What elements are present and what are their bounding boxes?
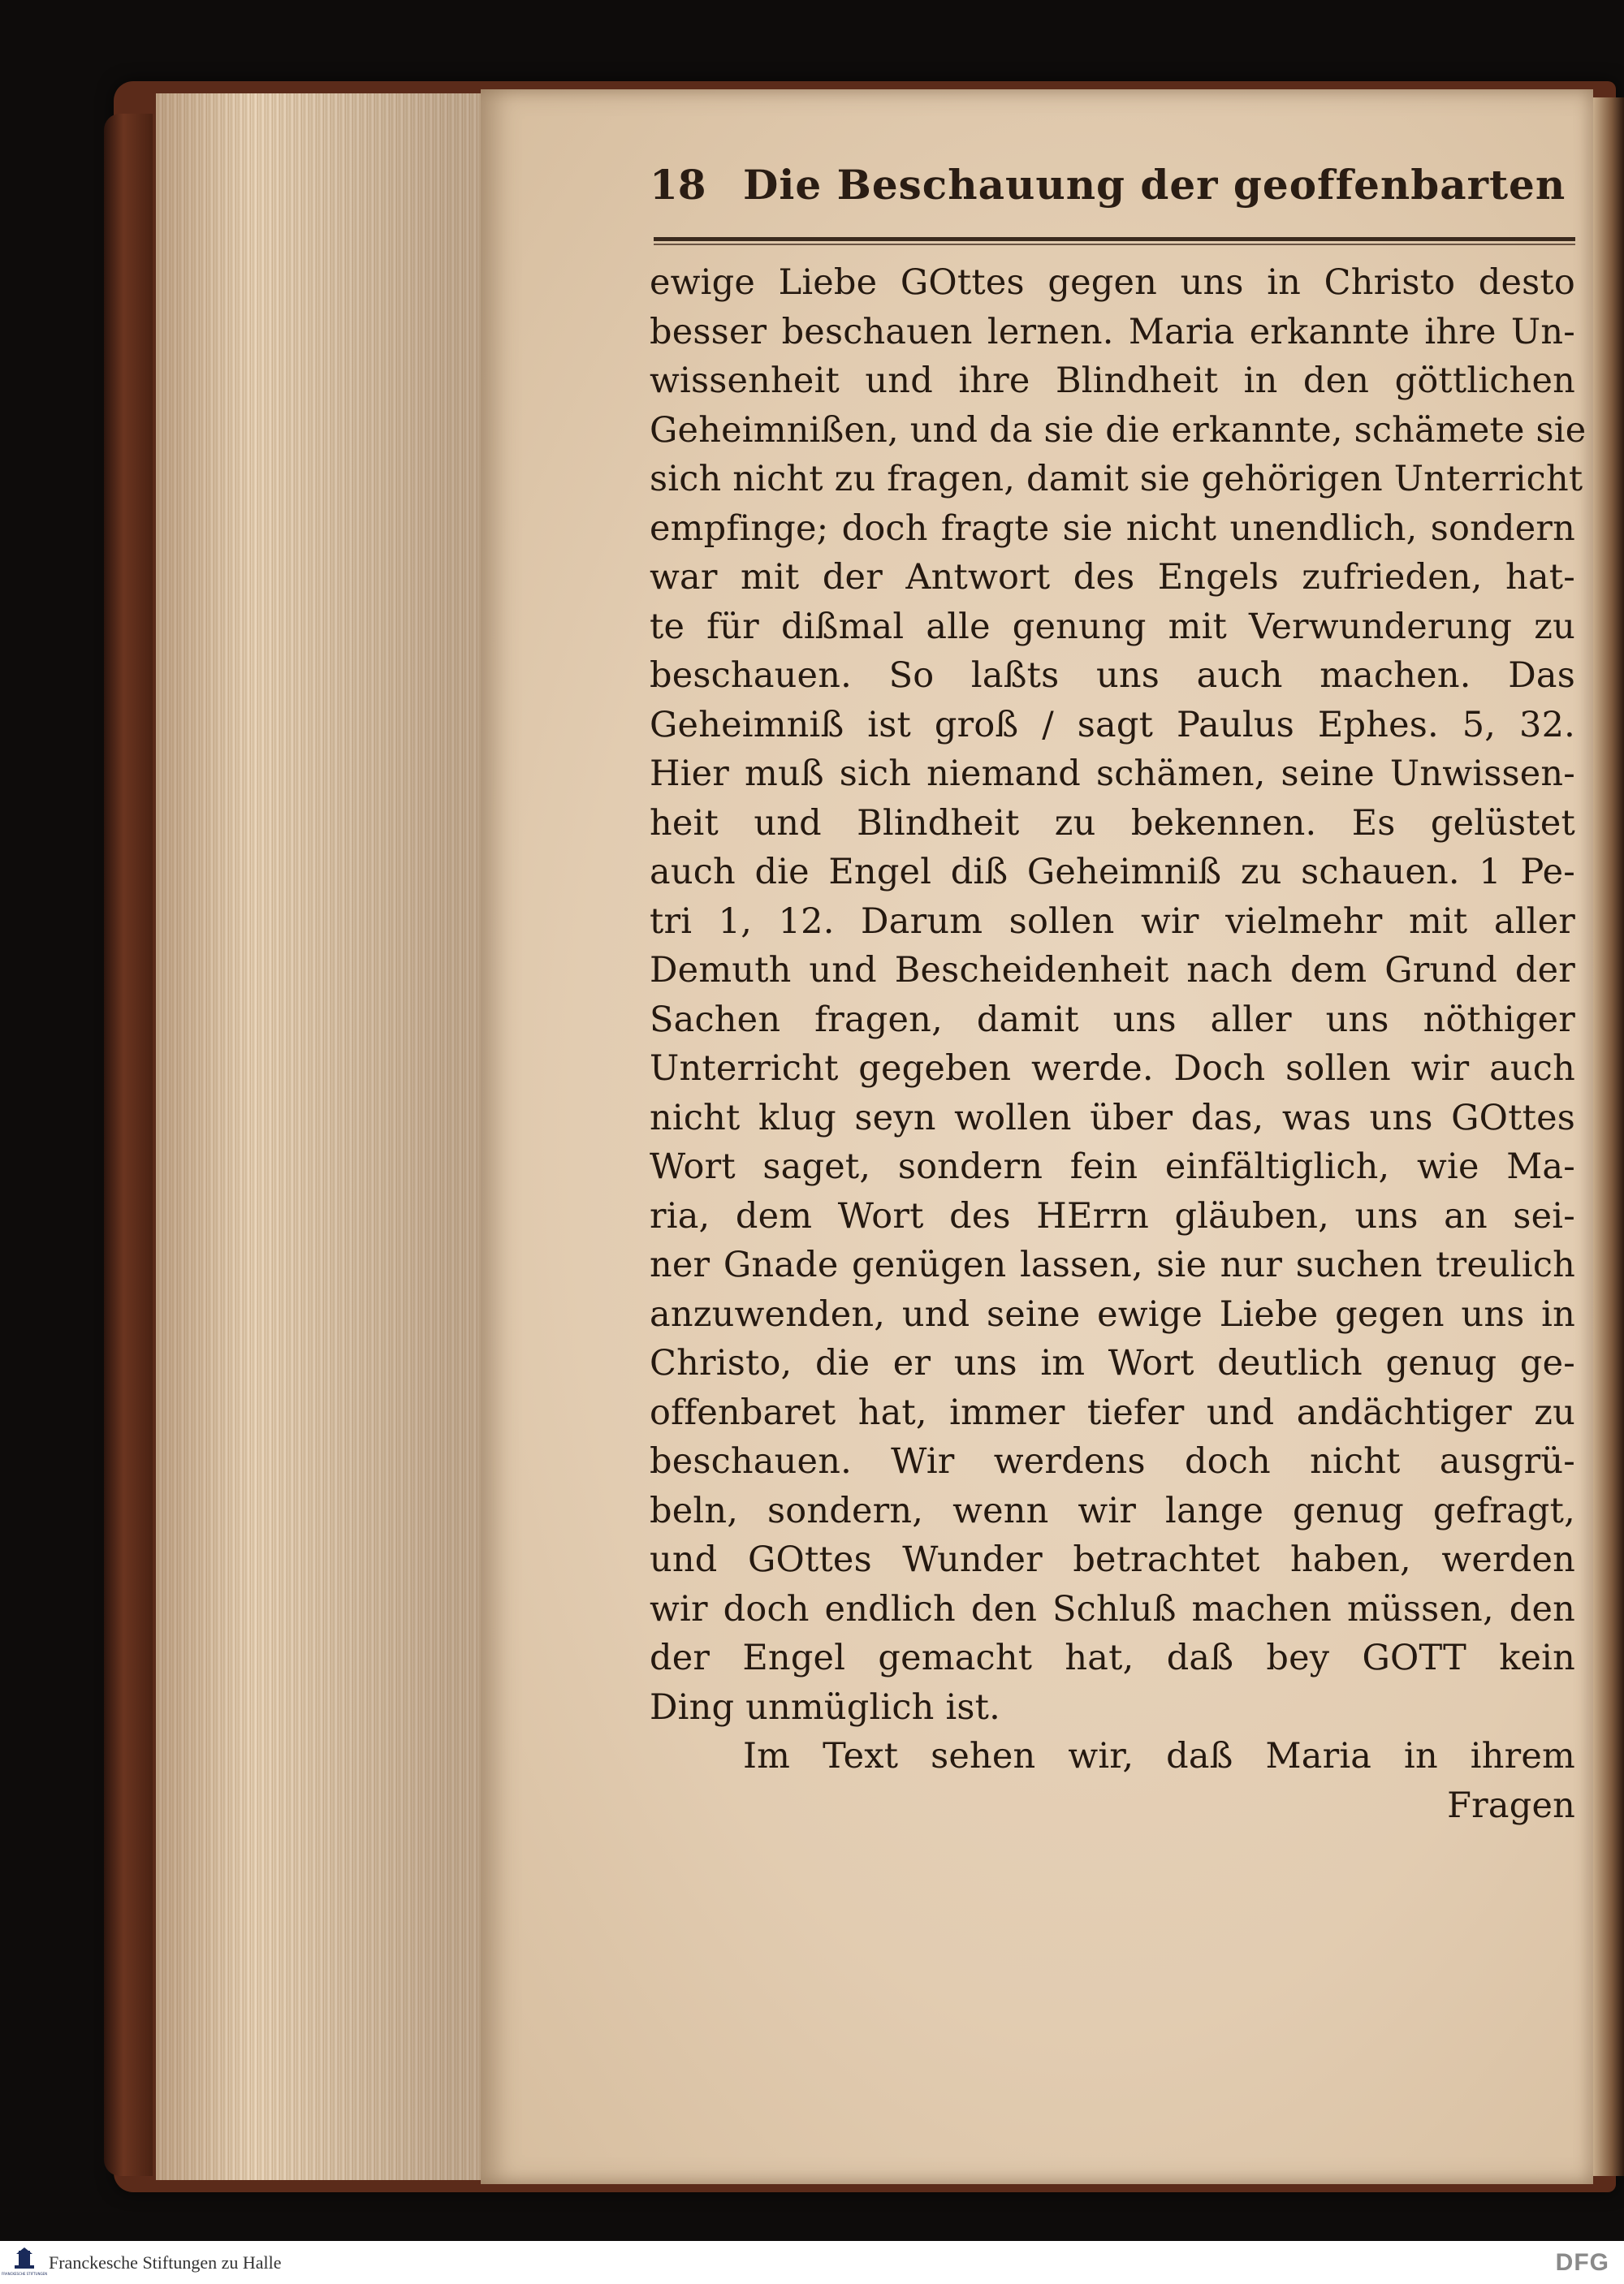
text-line: beschauen. So laßts uns auch machen. Das bbox=[650, 655, 1575, 696]
text-line: empfinge; doch fragte sie nicht unendlich, sondern bbox=[650, 507, 1575, 549]
text-line: heit und Blindheit zu bekennen. Es gelüstet bbox=[650, 802, 1575, 844]
institution-logo-icon bbox=[1, 2247, 48, 2278]
text-line: ner Gnade genügen lassen, sie nur suchen treulich bbox=[650, 1245, 1575, 1285]
facing-page-edge bbox=[1593, 97, 1624, 2176]
header-rule-thin bbox=[654, 244, 1575, 245]
text-line: sich nicht zu fragen, damit sie gehörigen Unterricht bbox=[650, 459, 1583, 499]
page-header bbox=[650, 161, 1575, 226]
text-line: war mit der Antwort des Engels zufrieden, hat- bbox=[650, 557, 1575, 598]
text-line: Unterricht gegeben werde. Doch sollen wir auch bbox=[650, 1048, 1575, 1089]
dfg-logo: DFG bbox=[1555, 2249, 1609, 2276]
text-line: der Engel gemacht hat, daß bey GOTT kein bbox=[650, 1638, 1575, 1678]
text-line: anzuwenden, und seine ewige Liebe gegen uns in bbox=[650, 1293, 1575, 1335]
text-line: te für dißmal alle genung mit Verwunderung zu bbox=[650, 606, 1575, 647]
text-line: wir doch endlich den Schluß machen müssen, den bbox=[650, 1588, 1575, 1630]
text-line: nicht klug seyn wollen über das, was uns GOttes bbox=[650, 1097, 1575, 1138]
body-text bbox=[650, 258, 1587, 1830]
text-line: Christo, die er uns im Wort deutlich genug ge- bbox=[650, 1343, 1575, 1384]
text-line: offenbaret hat, immer tiefer und andächtiger zu bbox=[650, 1392, 1575, 1433]
text-line: ewige Liebe GOttes gegen uns in Christo desto bbox=[650, 262, 1575, 303]
book-spine-edge bbox=[104, 114, 153, 2176]
viewer-footer bbox=[0, 2241, 1624, 2284]
text-line: und GOttes Wunder betrachtet haben, werden bbox=[650, 1539, 1575, 1580]
text-line: Demuth und Bescheidenheit nach dem Grund der bbox=[650, 950, 1575, 991]
text-line: Sachen fragen, damit uns aller uns nöthiger bbox=[650, 999, 1575, 1040]
text-line: beln, sondern, wenn wir lange genug gefragt, bbox=[650, 1490, 1575, 1531]
text-line: besser beschauen lernen. Maria erkannte ihre Un- bbox=[650, 311, 1575, 352]
text-line: tri 1, 12. Darum sollen wir vielmehr mit aller bbox=[650, 900, 1575, 942]
paragraph-start-line: Im Text sehen wir, daß Maria in ihrem bbox=[743, 1736, 1575, 1777]
text-line: ria, dem Wort des HErrn gläuben, uns an sei- bbox=[650, 1195, 1575, 1237]
header-rule bbox=[654, 237, 1575, 241]
text-line: wissenheit und ihre Blindheit in den göttlichen bbox=[650, 361, 1575, 401]
catchword: Fragen bbox=[1447, 1785, 1575, 1826]
institution-name: Franckesche Stiftungen zu Halle bbox=[49, 2252, 282, 2273]
text-line: Ding unmüglich ist. bbox=[650, 1686, 1001, 1728]
text-line: auch die Engel diß Geheimniß zu schauen. 1 Pe- bbox=[650, 852, 1575, 892]
svg-text:FRANCKESCHE STIFTUNGEN: FRANCKESCHE STIFTUNGEN bbox=[1, 2272, 48, 2276]
text-line: Geheimniß ist groß / sagt Paulus Ephes. 5, 32. bbox=[650, 704, 1575, 745]
running-head: Die Beschauung der geoffenbarten bbox=[743, 161, 1566, 209]
text-line: Wort saget, sondern fein einfältiglich, wie Ma- bbox=[650, 1146, 1575, 1187]
page-number: 18 bbox=[650, 161, 706, 209]
text-line: Hier muß sich niemand schämen, seine Unwissen- bbox=[650, 753, 1575, 794]
text-line: Geheimnißen, und da sie die erkannte, schämete sie bbox=[650, 409, 1587, 451]
text-line: beschauen. Wir werdens doch nicht ausgrü- bbox=[650, 1441, 1575, 1482]
page-block-shade bbox=[156, 93, 481, 2180]
